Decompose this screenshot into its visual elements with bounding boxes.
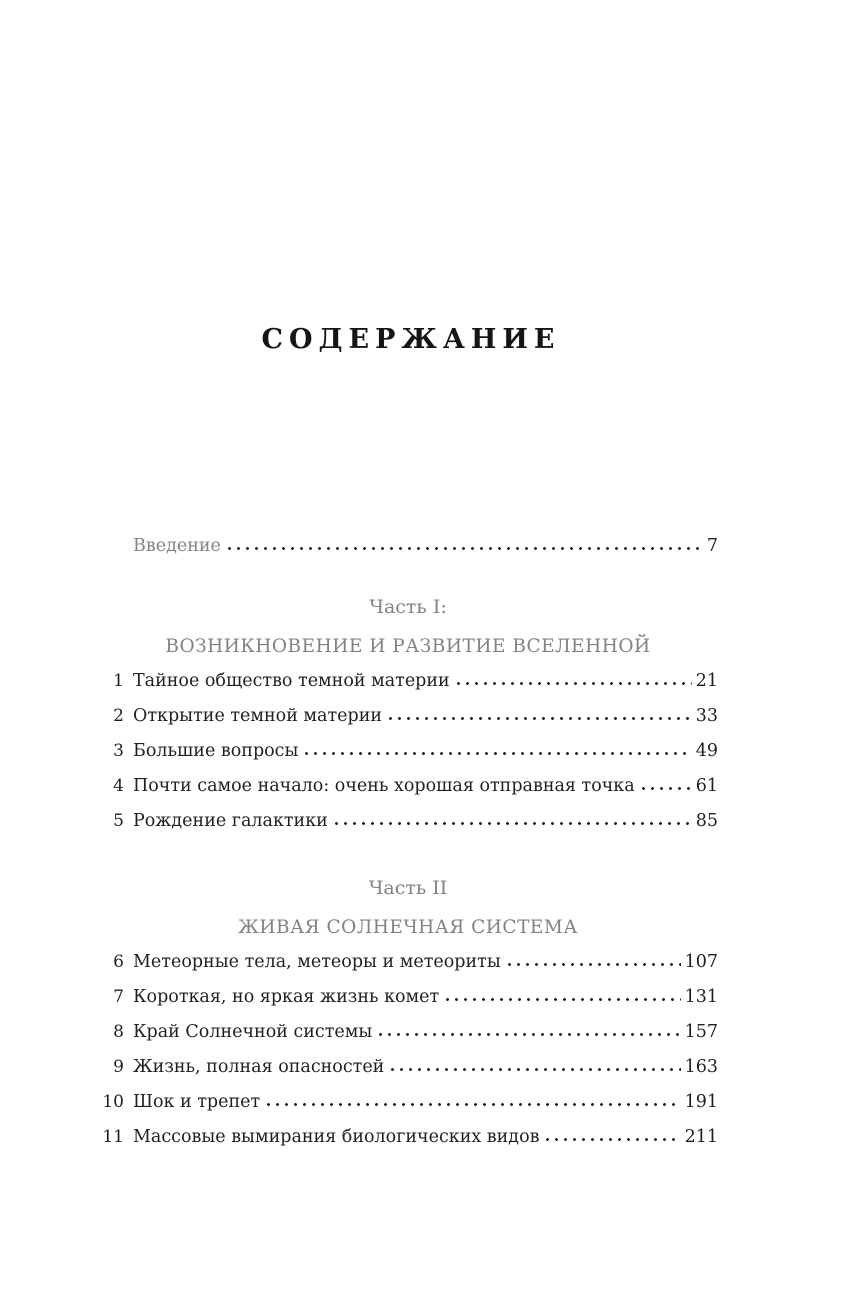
dot-leader [543,1137,680,1142]
dot-leader [505,962,681,967]
chapter-title: Край Солнечной системы [133,1022,373,1042]
dot-leader [386,716,692,721]
chapter-title: Короткая, но яркая жизнь комет [133,987,440,1007]
chapter-title: Массовые вымирания биологических видов [133,1127,540,1147]
dot-leader [302,751,691,756]
chapter-number: 2 [113,706,124,726]
page-number: 107 [684,952,718,972]
toc-section-part-2 [98,871,718,1155]
dot-leader [443,997,680,1002]
toc-entry [98,945,718,980]
chapter-number: 6 [113,952,124,972]
page-number: 157 [684,1022,718,1042]
toc-entry [98,1050,718,1085]
page-number: 33 [695,706,718,726]
toc-entry [98,699,718,734]
page-number: 61 [695,776,718,796]
page-number: 211 [684,1127,718,1147]
toc-entry [98,980,718,1015]
toc-entry [98,734,718,769]
chapter-number: 11 [102,1127,124,1147]
page-title: СОДЕРЖАНИЕ [261,324,561,355]
chapter-number: 5 [113,811,124,831]
toc-entry [98,1015,718,1050]
part-title: ВОЗНИКНОВЕНИЕ И РАЗВИТИЕ ВСЕЛЕННОЙ [165,636,651,657]
dot-leader [332,821,692,826]
dot-leader [264,1102,680,1107]
part-label: Часть II [368,877,448,899]
chapter-number: 3 [113,741,124,761]
page-number: 163 [684,1057,718,1077]
chapter-number: 7 [113,987,124,1007]
chapter-title: Метеорные тела, метеоры и метеориты [133,952,501,972]
chapter-number: 8 [113,1022,124,1042]
intro-label: Введение [133,536,221,556]
dot-leader [225,546,703,551]
toc-section-part-1 [98,590,718,839]
chapter-title: Большие вопросы [133,741,299,761]
chapter-number: 1 [113,671,124,691]
toc-entry [98,1085,718,1120]
page-number: 49 [695,741,718,761]
toc-entry [98,769,718,804]
chapter-title: Открытие темной материи [133,706,383,726]
chapter-title: Шок и трепет [133,1092,261,1112]
part-label: Часть I: [369,596,447,618]
chapter-title: Почти самое начало: очень хорошая отправная точка [133,776,635,796]
chapter-title: Тайное общество темной материи [133,671,450,691]
chapter-title: Рождение галактики [133,811,328,831]
chapter-number: 4 [113,776,124,796]
toc-entry-intro [98,529,718,564]
page-number: 131 [684,987,718,1007]
page-number: 85 [695,811,718,831]
toc-entry [98,1120,718,1155]
dot-leader [388,1067,680,1072]
page-number: 7 [706,536,718,556]
page-number: 21 [695,671,718,691]
chapter-title: Жизнь, полная опасностей [133,1057,385,1077]
part-title: ЖИВАЯ СОЛНЕЧНАЯ СИСТЕМА [238,917,578,938]
chapter-number: 10 [102,1092,124,1112]
dot-leader [639,786,692,791]
dot-leader [454,681,692,686]
toc-entry [98,804,718,839]
dot-leader [376,1032,680,1037]
chapter-number: 9 [113,1057,124,1077]
toc-entry [98,664,718,699]
page-number: 191 [684,1092,718,1112]
